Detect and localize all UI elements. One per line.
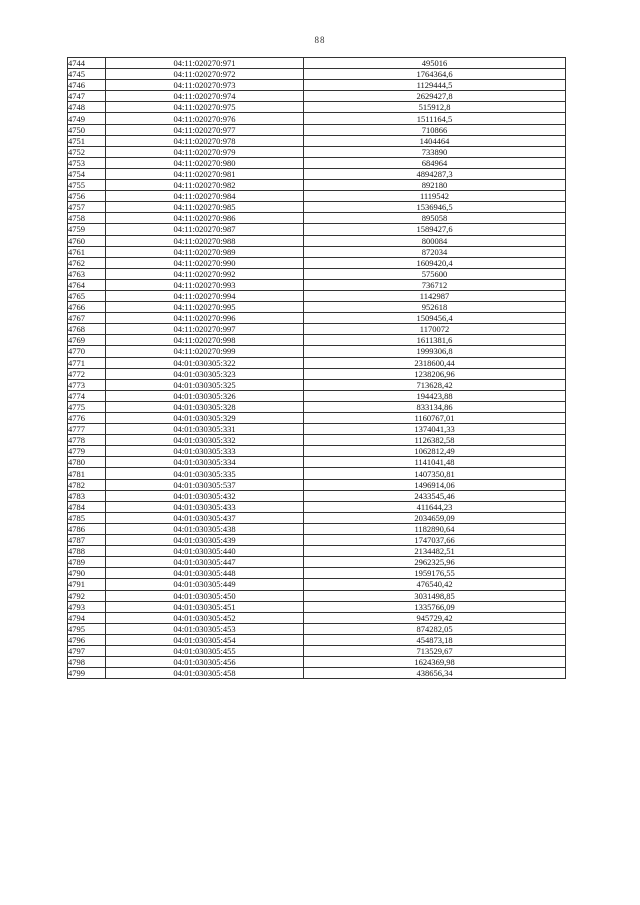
cadastral-number-cell: 04:11:020270:971 <box>106 58 304 69</box>
row-number-cell: 4788 <box>68 546 106 557</box>
cadastral-number-cell: 04:11:020270:976 <box>106 113 304 124</box>
cadastral-number-cell: 04:01:030305:326 <box>106 390 304 401</box>
cadastral-number-cell: 04:11:020270:990 <box>106 257 304 268</box>
cadastral-number-cell: 04:01:030305:325 <box>106 379 304 390</box>
value-cell: 710866 <box>304 124 566 135</box>
table-row <box>68 668 566 679</box>
cadastral-number-cell: 04:01:030305:449 <box>106 579 304 590</box>
cadastral-number-cell: 04:01:030305:332 <box>106 435 304 446</box>
row-number-cell: 4751 <box>68 135 106 146</box>
cadastral-number-cell: 04:01:030305:329 <box>106 413 304 424</box>
cadastral-number-cell: 04:01:030305:333 <box>106 446 304 457</box>
table-row <box>68 623 566 634</box>
value-cell: 1182890,64 <box>304 523 566 534</box>
table-row <box>68 124 566 135</box>
row-number-cell: 4780 <box>68 457 106 468</box>
row-number-cell: 4781 <box>68 468 106 479</box>
row-number-cell: 4786 <box>68 523 106 534</box>
cadastral-number-cell: 04:01:030305:450 <box>106 590 304 601</box>
value-cell: 1170072 <box>304 324 566 335</box>
row-number-cell: 4744 <box>68 58 106 69</box>
value-cell: 1160767,01 <box>304 413 566 424</box>
value-cell: 194423,88 <box>304 390 566 401</box>
cadastral-number-cell: 04:11:020270:997 <box>106 324 304 335</box>
row-number-cell: 4762 <box>68 257 106 268</box>
value-cell: 1062812,49 <box>304 446 566 457</box>
value-cell: 895058 <box>304 213 566 224</box>
table-row <box>68 268 566 279</box>
table-row <box>68 435 566 446</box>
cadastral-number-cell: 04:01:030305:323 <box>106 368 304 379</box>
table-row <box>68 290 566 301</box>
row-number-cell: 4765 <box>68 290 106 301</box>
value-cell: 1496914,06 <box>304 479 566 490</box>
value-cell: 872034 <box>304 246 566 257</box>
table-row <box>68 146 566 157</box>
value-cell: 1609420,4 <box>304 257 566 268</box>
cadastral-number-cell: 04:11:020270:977 <box>106 124 304 135</box>
row-number-cell: 4799 <box>68 668 106 679</box>
value-cell: 2034659,09 <box>304 512 566 523</box>
table-row <box>68 102 566 113</box>
cadastral-number-cell: 04:11:020270:973 <box>106 80 304 91</box>
row-number-cell: 4787 <box>68 535 106 546</box>
cadastral-number-cell: 04:01:030305:448 <box>106 568 304 579</box>
value-cell: 874282,05 <box>304 623 566 634</box>
value-cell: 952618 <box>304 302 566 313</box>
row-number-cell: 4778 <box>68 435 106 446</box>
row-number-cell: 4758 <box>68 213 106 224</box>
cadastral-number-cell: 04:11:020270:978 <box>106 135 304 146</box>
row-number-cell: 4747 <box>68 91 106 102</box>
value-cell: 1374041,33 <box>304 424 566 435</box>
value-cell: 1126382,58 <box>304 435 566 446</box>
table-row <box>68 113 566 124</box>
row-number-cell: 4769 <box>68 335 106 346</box>
table-row <box>68 246 566 257</box>
value-cell: 2962325,96 <box>304 557 566 568</box>
row-number-cell: 4774 <box>68 390 106 401</box>
cadastral-number-cell: 04:11:020270:992 <box>106 268 304 279</box>
row-number-cell: 4795 <box>68 623 106 634</box>
table-row <box>68 479 566 490</box>
value-cell: 3031498,85 <box>304 590 566 601</box>
cadastral-number-cell: 04:11:020270:980 <box>106 157 304 168</box>
value-cell: 411644,23 <box>304 501 566 512</box>
row-number-cell: 4783 <box>68 490 106 501</box>
value-cell: 476540,42 <box>304 579 566 590</box>
table-row <box>68 157 566 168</box>
value-cell: 2629427,8 <box>304 91 566 102</box>
table-row <box>68 546 566 557</box>
row-number-cell: 4766 <box>68 302 106 313</box>
row-number-cell: 4764 <box>68 279 106 290</box>
row-number-cell: 4789 <box>68 557 106 568</box>
cadastral-number-cell: 04:01:030305:334 <box>106 457 304 468</box>
row-number-cell: 4775 <box>68 401 106 412</box>
table-row <box>68 512 566 523</box>
table-row <box>68 91 566 102</box>
table-row <box>68 324 566 335</box>
value-cell: 575600 <box>304 268 566 279</box>
row-number-cell: 4791 <box>68 579 106 590</box>
cadastral-number-cell: 04:11:020270:986 <box>106 213 304 224</box>
value-cell: 736712 <box>304 279 566 290</box>
row-number-cell: 4772 <box>68 368 106 379</box>
cadastral-number-cell: 04:11:020270:985 <box>106 202 304 213</box>
cadastral-number-cell: 04:01:030305:328 <box>106 401 304 412</box>
table-row <box>68 490 566 501</box>
cadastral-number-cell: 04:11:020270:994 <box>106 290 304 301</box>
value-cell: 1959176,55 <box>304 568 566 579</box>
value-cell: 1141041,48 <box>304 457 566 468</box>
row-number-cell: 4745 <box>68 69 106 80</box>
row-number-cell: 4798 <box>68 657 106 668</box>
table-row <box>68 468 566 479</box>
row-number-cell: 4752 <box>68 146 106 157</box>
cadastral-number-cell: 04:01:030305:440 <box>106 546 304 557</box>
table-row <box>68 568 566 579</box>
row-number-cell: 4759 <box>68 224 106 235</box>
value-cell: 833134,86 <box>304 401 566 412</box>
table-row <box>68 213 566 224</box>
row-number-cell: 4777 <box>68 424 106 435</box>
row-number-cell: 4770 <box>68 346 106 357</box>
records-table-body <box>68 58 566 679</box>
cadastral-number-cell: 04:01:030305:452 <box>106 612 304 623</box>
value-cell: 945729,42 <box>304 612 566 623</box>
table-row <box>68 279 566 290</box>
cadastral-number-cell: 04:01:030305:322 <box>106 357 304 368</box>
cadastral-number-cell: 04:11:020270:996 <box>106 313 304 324</box>
cadastral-number-cell: 04:01:030305:437 <box>106 512 304 523</box>
row-number-cell: 4773 <box>68 379 106 390</box>
cadastral-number-cell: 04:01:030305:458 <box>106 668 304 679</box>
row-number-cell: 4756 <box>68 191 106 202</box>
row-number-cell: 4797 <box>68 645 106 656</box>
table-row <box>68 535 566 546</box>
cadastral-number-cell: 04:01:030305:453 <box>106 623 304 634</box>
row-number-cell: 4757 <box>68 202 106 213</box>
cadastral-number-cell: 04:11:020270:972 <box>106 69 304 80</box>
value-cell: 1747037,66 <box>304 535 566 546</box>
table-row <box>68 501 566 512</box>
value-cell: 4894287,3 <box>304 168 566 179</box>
cadastral-number-cell: 04:11:020270:993 <box>106 279 304 290</box>
row-number-cell: 4748 <box>68 102 106 113</box>
table-row <box>68 401 566 412</box>
row-number-cell: 4771 <box>68 357 106 368</box>
cadastral-number-cell: 04:11:020270:984 <box>106 191 304 202</box>
cadastral-number-cell: 04:01:030305:433 <box>106 501 304 512</box>
row-number-cell: 4793 <box>68 601 106 612</box>
table-row <box>68 168 566 179</box>
row-number-cell: 4760 <box>68 235 106 246</box>
value-cell: 1238206,96 <box>304 368 566 379</box>
value-cell: 892180 <box>304 180 566 191</box>
cadastral-number-cell: 04:11:020270:975 <box>106 102 304 113</box>
table-row <box>68 557 566 568</box>
row-number-cell: 4776 <box>68 413 106 424</box>
table-row <box>68 579 566 590</box>
value-cell: 684964 <box>304 157 566 168</box>
cadastral-number-cell: 04:01:030305:439 <box>106 535 304 546</box>
value-cell: 1404464 <box>304 135 566 146</box>
table-row <box>68 69 566 80</box>
value-cell: 2433545,46 <box>304 490 566 501</box>
row-number-cell: 4750 <box>68 124 106 135</box>
value-cell: 1589427,6 <box>304 224 566 235</box>
table-row <box>68 379 566 390</box>
cadastral-number-cell: 04:01:030305:451 <box>106 601 304 612</box>
table-row <box>68 58 566 69</box>
table-row <box>68 302 566 313</box>
row-number-cell: 4784 <box>68 501 106 512</box>
row-number-cell: 4782 <box>68 479 106 490</box>
cadastral-number-cell: 04:01:030305:447 <box>106 557 304 568</box>
cadastral-number-cell: 04:01:030305:438 <box>106 523 304 534</box>
value-cell: 800084 <box>304 235 566 246</box>
row-number-cell: 4753 <box>68 157 106 168</box>
table-row <box>68 346 566 357</box>
cadastral-number-cell: 04:11:020270:995 <box>106 302 304 313</box>
row-number-cell: 4754 <box>68 168 106 179</box>
cadastral-number-cell: 04:11:020270:989 <box>106 246 304 257</box>
row-number-cell: 4779 <box>68 446 106 457</box>
table-row <box>68 80 566 91</box>
row-number-cell: 4794 <box>68 612 106 623</box>
value-cell: 495016 <box>304 58 566 69</box>
value-cell: 1536946,5 <box>304 202 566 213</box>
value-cell: 733890 <box>304 146 566 157</box>
page-number: 88 <box>314 35 326 45</box>
row-number-cell: 4767 <box>68 313 106 324</box>
row-number-cell: 4755 <box>68 180 106 191</box>
records-table <box>67 57 566 679</box>
table-row <box>68 645 566 656</box>
value-cell: 1509456,4 <box>304 313 566 324</box>
value-cell: 1129444,5 <box>304 80 566 91</box>
cadastral-number-cell: 04:11:020270:988 <box>106 235 304 246</box>
value-cell: 515912,8 <box>304 102 566 113</box>
value-cell: 1999306,8 <box>304 346 566 357</box>
cadastral-number-cell: 04:11:020270:982 <box>106 180 304 191</box>
row-number-cell: 4790 <box>68 568 106 579</box>
value-cell: 1119542 <box>304 191 566 202</box>
table-row <box>68 368 566 379</box>
table-row <box>68 180 566 191</box>
table-row <box>68 657 566 668</box>
table-row <box>68 590 566 601</box>
table-row <box>68 357 566 368</box>
row-number-cell: 4763 <box>68 268 106 279</box>
row-number-cell: 4785 <box>68 512 106 523</box>
table-row <box>68 335 566 346</box>
cadastral-number-cell: 04:11:020270:979 <box>106 146 304 157</box>
value-cell: 713628,42 <box>304 379 566 390</box>
table-row <box>68 390 566 401</box>
table-row <box>68 601 566 612</box>
table-row <box>68 202 566 213</box>
table-row <box>68 446 566 457</box>
table-row <box>68 257 566 268</box>
row-number-cell: 4796 <box>68 634 106 645</box>
table-row <box>68 313 566 324</box>
cadastral-number-cell: 04:01:030305:455 <box>106 645 304 656</box>
row-number-cell: 4761 <box>68 246 106 257</box>
value-cell: 1511164,5 <box>304 113 566 124</box>
value-cell: 454873,18 <box>304 634 566 645</box>
cadastral-number-cell: 04:01:030305:454 <box>106 634 304 645</box>
cadastral-number-cell: 04:11:020270:998 <box>106 335 304 346</box>
cadastral-number-cell: 04:01:030305:331 <box>106 424 304 435</box>
cadastral-number-cell: 04:11:020270:999 <box>106 346 304 357</box>
cadastral-number-cell: 04:01:030305:432 <box>106 490 304 501</box>
table-row <box>68 191 566 202</box>
row-number-cell: 4792 <box>68 590 106 601</box>
row-number-cell: 4749 <box>68 113 106 124</box>
cadastral-number-cell: 04:11:020270:974 <box>106 91 304 102</box>
value-cell: 1764364,6 <box>304 69 566 80</box>
row-number-cell: 4746 <box>68 80 106 91</box>
cadastral-number-cell: 04:01:030305:335 <box>106 468 304 479</box>
value-cell: 2134482,51 <box>304 546 566 557</box>
row-number-cell: 4768 <box>68 324 106 335</box>
cadastral-number-cell: 04:11:020270:981 <box>106 168 304 179</box>
value-cell: 713529,67 <box>304 645 566 656</box>
table-row <box>68 413 566 424</box>
table-row <box>68 634 566 645</box>
table-row <box>68 612 566 623</box>
table-row <box>68 424 566 435</box>
cadastral-number-cell: 04:01:030305:456 <box>106 657 304 668</box>
value-cell: 438656,34 <box>304 668 566 679</box>
value-cell: 2318600,44 <box>304 357 566 368</box>
value-cell: 1611381,6 <box>304 335 566 346</box>
cadastral-number-cell: 04:01:030305:537 <box>106 479 304 490</box>
table-row <box>68 235 566 246</box>
value-cell: 1142987 <box>304 290 566 301</box>
table-row <box>68 135 566 146</box>
value-cell: 1335766,09 <box>304 601 566 612</box>
cadastral-number-cell: 04:11:020270:987 <box>106 224 304 235</box>
table-row <box>68 523 566 534</box>
table-row <box>68 457 566 468</box>
table-row <box>68 224 566 235</box>
value-cell: 1624369,98 <box>304 657 566 668</box>
value-cell: 1407350,81 <box>304 468 566 479</box>
